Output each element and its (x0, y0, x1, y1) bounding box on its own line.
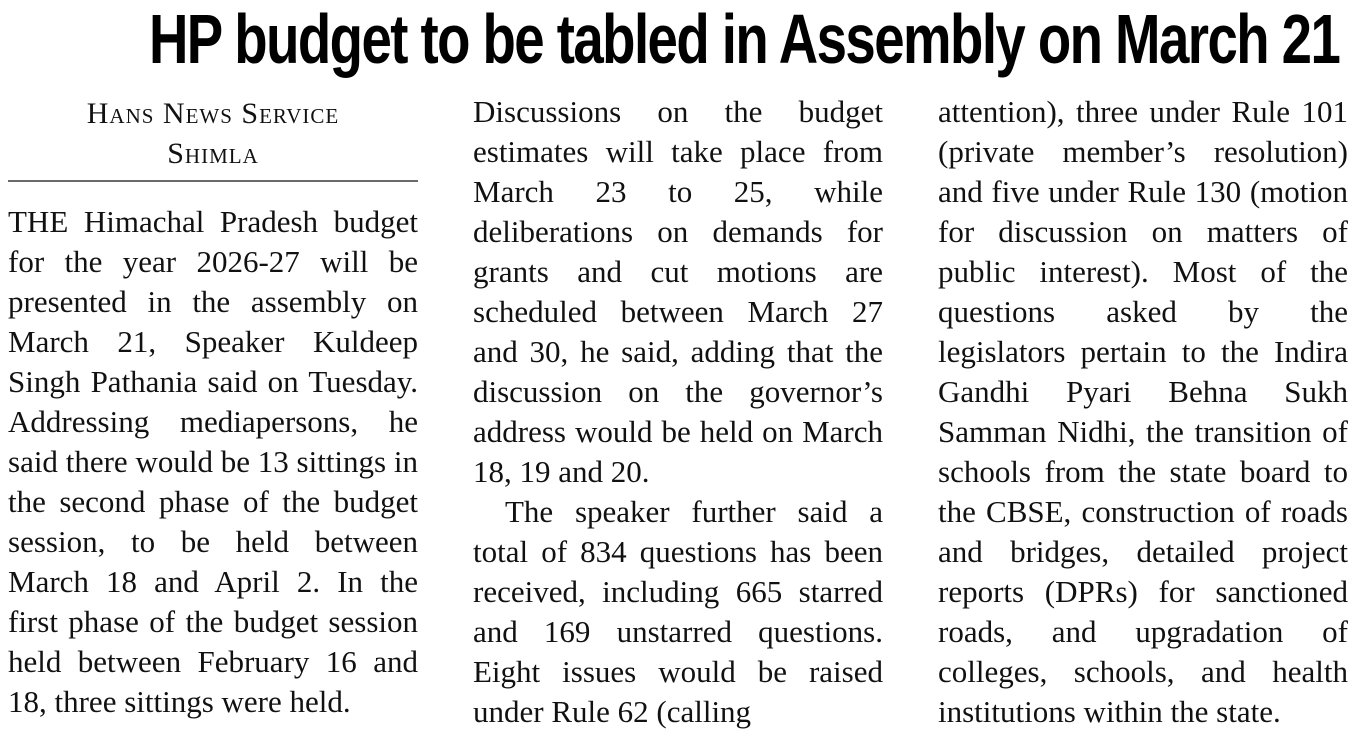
byline-location: Shimla (167, 137, 259, 170)
paragraph-2-continued: attention), three under Rule 101 (private member’s resolution) and five under Rule 130 (motion for discussion on matters of public interest). Most of the questions asked by the legislators pertain to the Indira Gandhi Pyari Behna Sukh Samman Nidhi, the transition of schools from the state board to the CBSE, construction of roads and bridges, detailed project reports (DPRs) for sanctioned roads, and upgradation of colleges, schools, and health institutions within the state. (938, 94, 1348, 729)
column-2-flow (473, 92, 883, 732)
paragraph-1-continued: Discussions on the budget estimates will take place from March 23 to 25, while deliberations on demands for grants and cut motions are scheduled between March 27 and 30, he said, adding that the discussion on the governor’s address would be held on March 18, 19 and 20. (473, 94, 883, 489)
article-column-1 (8, 92, 418, 722)
article-column-2 (473, 92, 883, 732)
byline-service: Hans News Service (86, 97, 340, 130)
byline-divider (8, 180, 418, 182)
column-3-flow (938, 92, 1348, 732)
paragraph-1: THE Himachal Pradesh budget for the year 2026-27 will be presented in the assembly on March 21, Speaker Kuldeep Singh Pathania said on Tuesday. Addressing mediapersons, he said there would be 13 sittings in the second phase of the budget session, to be held between March 18 and April 2. In the first phase of the budget session held between February 16 and 18, three sittings were held. (8, 204, 418, 719)
headline: HP budget to be tabled in Assembly on March 21 (148, 0, 1340, 78)
paragraph-2: The speaker further said a total of 834 questions has been received, including 665 starred and 169 unstarred questions. Eight issues would be raised under Rule 62 (calling (473, 494, 883, 729)
article-column-3 (938, 92, 1348, 732)
byline (8, 92, 418, 174)
